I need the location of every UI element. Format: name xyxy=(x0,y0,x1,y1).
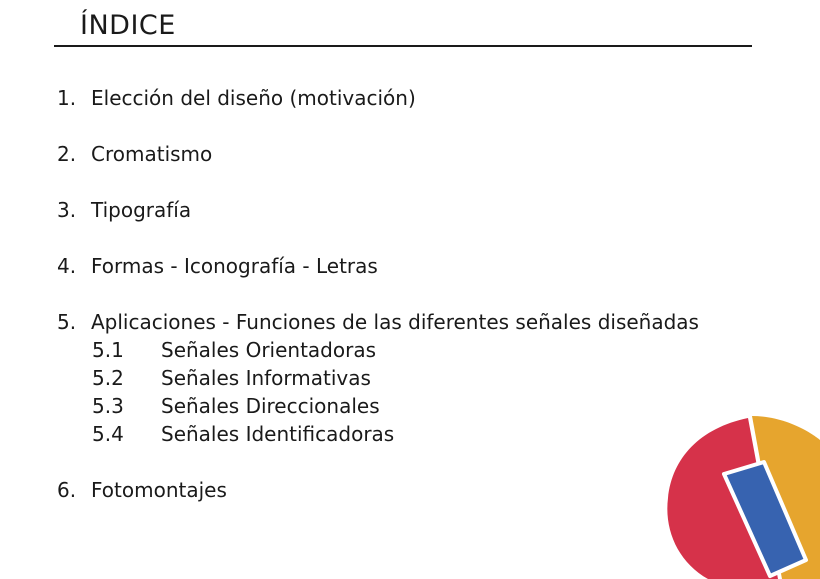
index-item-4 xyxy=(57,254,378,278)
index-subitem-label: Señales Informativas xyxy=(161,366,371,390)
index-item-label: Aplicaciones - Funciones de las diferentes señales diseñadas xyxy=(91,310,699,334)
index-item-label: Formas - Iconografía - Letras xyxy=(91,254,378,278)
index-item-1 xyxy=(57,86,416,110)
index-item-label: Tipografía xyxy=(91,198,192,222)
index-item-number: 5. xyxy=(57,310,77,334)
index-subitem-label: Señales Direccionales xyxy=(161,394,380,418)
index-subitem-label: Señales Identificadoras xyxy=(161,422,395,446)
index-subitem-number: 5.2 xyxy=(92,366,124,390)
index-item-label: Fotomontajes xyxy=(91,478,227,502)
index-item-number: 4. xyxy=(57,254,77,278)
index-item-2 xyxy=(57,142,212,166)
index-subitem-number: 5.3 xyxy=(92,394,124,418)
index-subitem-label: Señales Orientadoras xyxy=(161,338,376,362)
index-subitem-number: 5.1 xyxy=(92,338,124,362)
title-divider xyxy=(54,45,752,47)
signage-emblem-icon xyxy=(660,410,820,579)
index-subitem-5-3 xyxy=(92,394,380,418)
index-item-number: 2. xyxy=(57,142,77,166)
index-item-label: Elección del diseño (motivación) xyxy=(91,86,416,110)
index-item-3 xyxy=(57,198,191,222)
index-subitem-5-4 xyxy=(92,422,394,446)
index-subitem-5-2 xyxy=(92,366,371,390)
index-subitem-number: 5.4 xyxy=(92,422,124,446)
index-subitem-5-1 xyxy=(92,338,376,362)
page-title: ÍNDICE xyxy=(80,10,176,41)
index-item-5 xyxy=(57,310,699,334)
index-item-6 xyxy=(57,478,227,502)
index-item-number: 6. xyxy=(57,478,77,502)
index-item-number: 1. xyxy=(57,86,77,110)
index-item-label: Cromatismo xyxy=(91,142,213,166)
index-item-number: 3. xyxy=(57,198,77,222)
